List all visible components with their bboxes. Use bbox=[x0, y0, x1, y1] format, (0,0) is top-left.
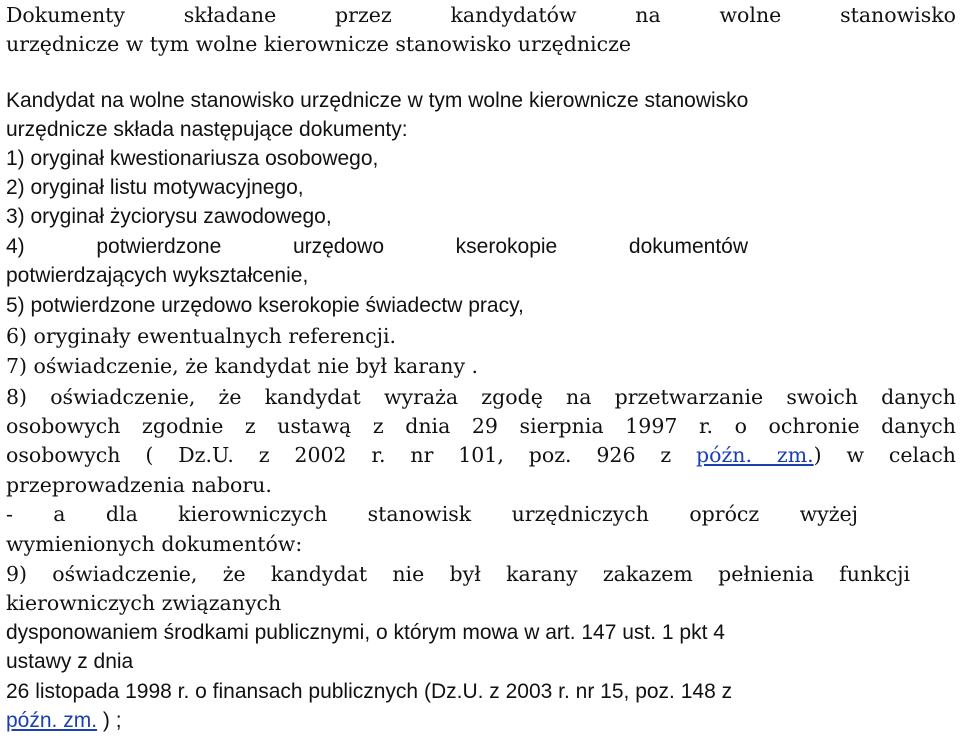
pozn-zm-link-1[interactable]: późn. zm. bbox=[696, 443, 814, 467]
list-item-9-line-4: ustawy z dnia bbox=[6, 650, 134, 673]
list-item-1: 1) oryginał kwestionariusza osobowego, bbox=[6, 147, 379, 170]
list-item-8-line-3-text: osobowych ( Dz.U. z 2002 r. nr 101, poz. 926 z bbox=[6, 443, 697, 467]
list-item-9-line-3: dysponowaniem środkami publicznymi, o którym mowa w art. 147 ust. 1 pkt 4 bbox=[6, 621, 725, 644]
list-item-9-line-6-tail: ) ; bbox=[97, 709, 122, 732]
list-item-8-line-1: 8) oświadczenie, że kandydat wyraża zgodę na przetwarzanie swoich danych bbox=[6, 385, 956, 409]
intro-line-2: urzędnicze składa następujące dokumenty: bbox=[6, 118, 408, 141]
list-item-9-line-1: 9) oświadczenie, że kandydat nie był karany zakazem pełnienia funkcji bbox=[6, 562, 910, 586]
document-title-line-1: Dokumenty składane przez kandydatów na wolne stanowisko bbox=[6, 3, 956, 27]
list-item-9-line-6 bbox=[6, 706, 122, 736]
list-item-8-line-4: przeprowadzenia naboru. bbox=[6, 473, 272, 497]
list-item-4-line-2: potwierdzających wykształcenie, bbox=[6, 264, 309, 287]
list-item-9-line-5: 26 listopada 1998 r. o finansach publicznych (Dz.U. z 2003 r. nr 15, poz. 148 z bbox=[6, 680, 733, 703]
managerial-heading-line-2: wymienionych dokumentów: bbox=[6, 532, 303, 556]
list-item-6: 6) oryginały ewentualnych referencji. bbox=[6, 324, 397, 348]
list-item-9-line-2: kierowniczych związanych bbox=[6, 591, 282, 615]
list-item-8-line-3 bbox=[6, 440, 956, 470]
list-item-7: 7) oświadczenie, że kandydat nie był karany . bbox=[6, 354, 479, 378]
list-item-2: 2) oryginał listu motywacyjnego, bbox=[6, 176, 304, 199]
intro-line-1: Kandydat na wolne stanowisko urzędnicze w tym wolne kierownicze stanowisko bbox=[6, 89, 749, 112]
list-item-3: 3) oryginał życiorysu zawodowego, bbox=[6, 205, 332, 228]
list-item-8-line-2: osobowych zgodnie z ustawą z dnia 29 sierpnia 1997 r. o ochronie danych bbox=[6, 414, 956, 438]
managerial-heading-line-1: - a dla kierowniczych stanowisk urzędniczych oprócz wyżej bbox=[6, 502, 858, 526]
document-title-line-2: urzędnicze w tym wolne kierownicze stanowisko urzędnicze bbox=[6, 32, 632, 56]
list-item-8-line-3-tail: ) w celach bbox=[813, 443, 957, 467]
list-item-4-line-1: 4) potwierdzone urzędowo kserokopie dokumentów bbox=[6, 235, 748, 258]
pozn-zm-link-2[interactable]: późn. zm. bbox=[6, 709, 98, 732]
list-item-5: 5) potwierdzone urzędowo kserokopie świadectw pracy, bbox=[6, 294, 524, 317]
